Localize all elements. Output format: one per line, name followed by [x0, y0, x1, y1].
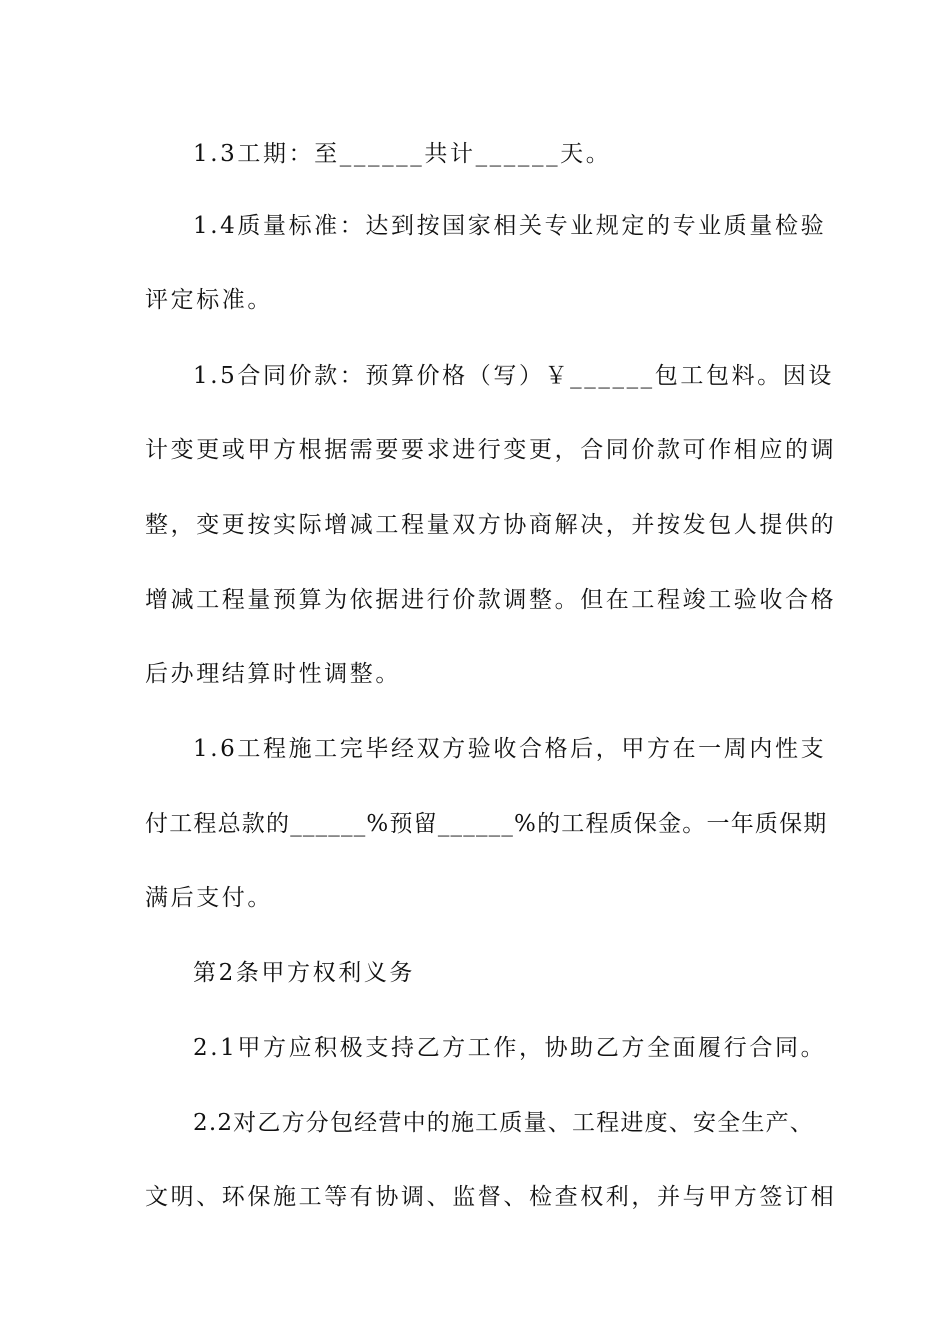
clause-1-5-line-2: 计变更或甲方根据需要要求进行变更，合同价款可作相应的调: [145, 437, 837, 463]
clause-1-4-line-1: 1.4质量标准：达到按国家相关专业规定的专业质量检验: [193, 213, 827, 239]
clause-1-6-line-1: 1.6工程施工完毕经双方验收合格后，甲方在一周内性支: [193, 736, 827, 762]
clause-1-3-line: 1.3工期：至______共计______天。: [193, 141, 612, 167]
clause-1-6-line-3: 满后支付。: [145, 885, 273, 911]
clause-1-5-line-3: 整，变更按实际增减工程量双方协商解决，并按发包人提供的: [145, 512, 837, 538]
clause-1-6-line-2: 付工程总款的______%预留______%的工程质保金。一年质保期: [145, 811, 828, 837]
clause-1-5-line-5: 后办理结算时性调整。: [145, 661, 401, 687]
clause-2-2-line-1: 2.2对乙方分包经营中的施工质量、工程进度、安全生产、: [193, 1110, 814, 1136]
clause-2-2-line-2: 文明、环保施工等有协调、监督、检查权利，并与甲方签订相: [145, 1184, 837, 1210]
clause-2-1-line: 2.1甲方应积极支持乙方工作，协助乙方全面履行合同。: [193, 1035, 827, 1061]
clause-1-5-line-1: 1.5合同价款：预算价格（写）￥______包工包料。因设: [193, 363, 834, 389]
article-2-heading: 第2条甲方权利义务: [193, 960, 416, 986]
clause-1-5-line-4: 增减工程量预算为依据进行价款调整。但在工程竣工验收合格: [145, 587, 837, 613]
clause-1-4-line-2: 评定标准。: [145, 287, 273, 313]
